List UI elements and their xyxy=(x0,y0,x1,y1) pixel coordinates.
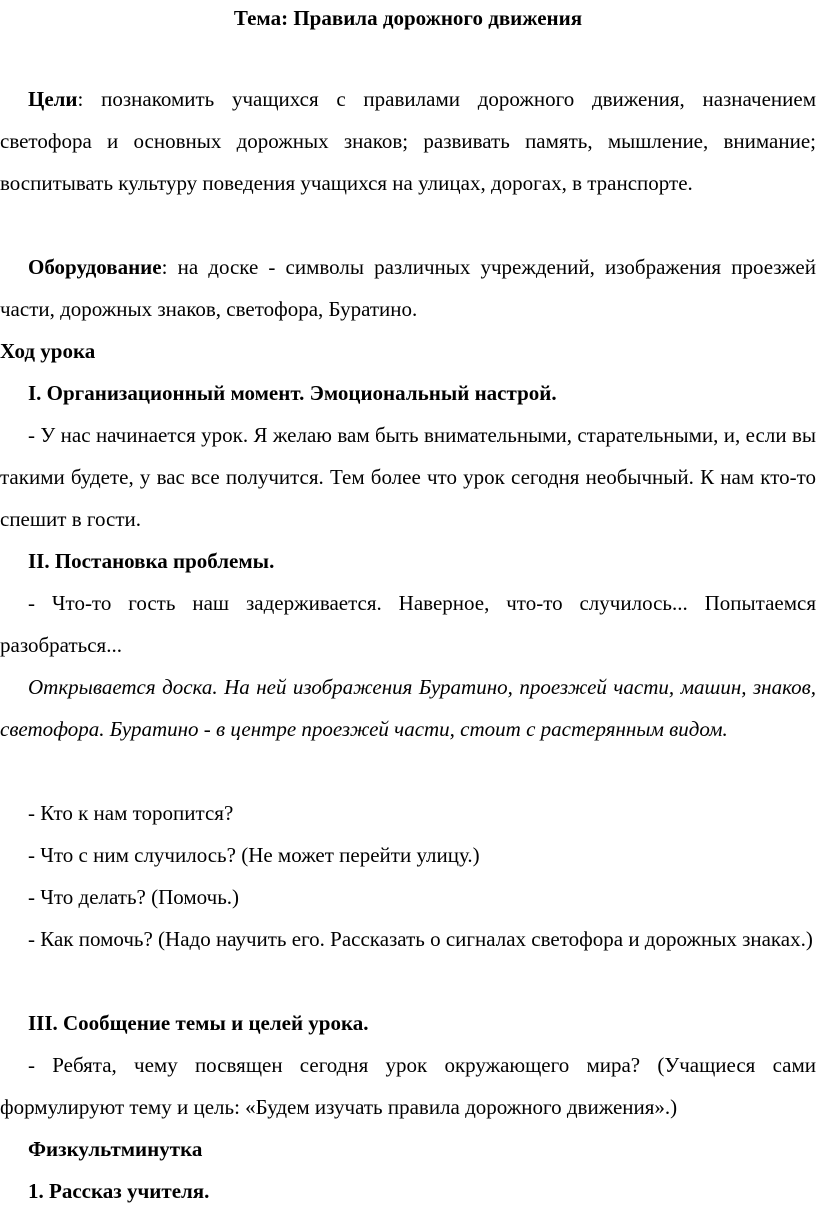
equipment-label: Оборудование xyxy=(28,255,162,279)
fizkult-heading: Физкультминутка xyxy=(28,1137,203,1161)
dialog-line: - Что делать? (Помочь.) xyxy=(28,885,240,909)
section1-text: - У нас начинается урок. Я желаю вам быть внимательными, старательными, и, если вы такими будете, у вас все получится. Тем более что урок сегодня необычный. К нам кто-то спешит в гости. xyxy=(0,423,816,531)
goals-text: : познакомить учащихся с правилами дорожного движения, назначением светофора и основных дорожных знаков; развивать память, мышление, внимание; воспитывать культуру поведения учащихся на улицах, дорогах, в транспорте. xyxy=(0,87,816,195)
section3-text: - Ребята, чему посвящен сегодня урок окружающего мира? (Учащиеся сами формулируют тему и цель: «Будем изучать правила дорожного движения».) xyxy=(0,1053,816,1119)
dialog-line: - Что с ним случилось? (Не может перейти улицу.) xyxy=(28,843,480,867)
section2-heading: II. Постановка проблемы. xyxy=(28,549,275,573)
section4-heading: 1. Рассказ учителя. xyxy=(28,1179,210,1203)
section3-heading: III. Сообщение темы и целей урока. xyxy=(28,1011,369,1035)
section1-heading: I. Организационный момент. Эмоциональный настрой. xyxy=(28,381,557,405)
section2-italic-note: Открывается доска. На ней изображения Буратино, проезжей части, машин, знаков, светофора. Буратино - в центре проезжей части, стоит с растерянным видом. xyxy=(0,675,816,741)
dialog-long-line: - Как помочь? (Надо научить его. Рассказать о сигналах светофора и дорожных знаках.) xyxy=(28,927,813,951)
equipment-text: : на доске - символы различных учреждений, изображения проезжей части, дорожных знаков, светофора, Буратино. xyxy=(0,255,816,321)
lesson-heading: Ход урока xyxy=(0,339,96,363)
equipment-paragraph xyxy=(0,246,816,330)
dialog-line: - Кто к нам торопится? xyxy=(28,801,234,825)
goals-label: Цели xyxy=(28,87,78,111)
goals-paragraph xyxy=(0,78,816,204)
document-title: Тема: Правила дорожного движения xyxy=(233,6,583,30)
section2-text: - Что-то гость наш задерживается. Наверное, что-то случилось... Попытаемся разобраться... xyxy=(0,591,816,657)
